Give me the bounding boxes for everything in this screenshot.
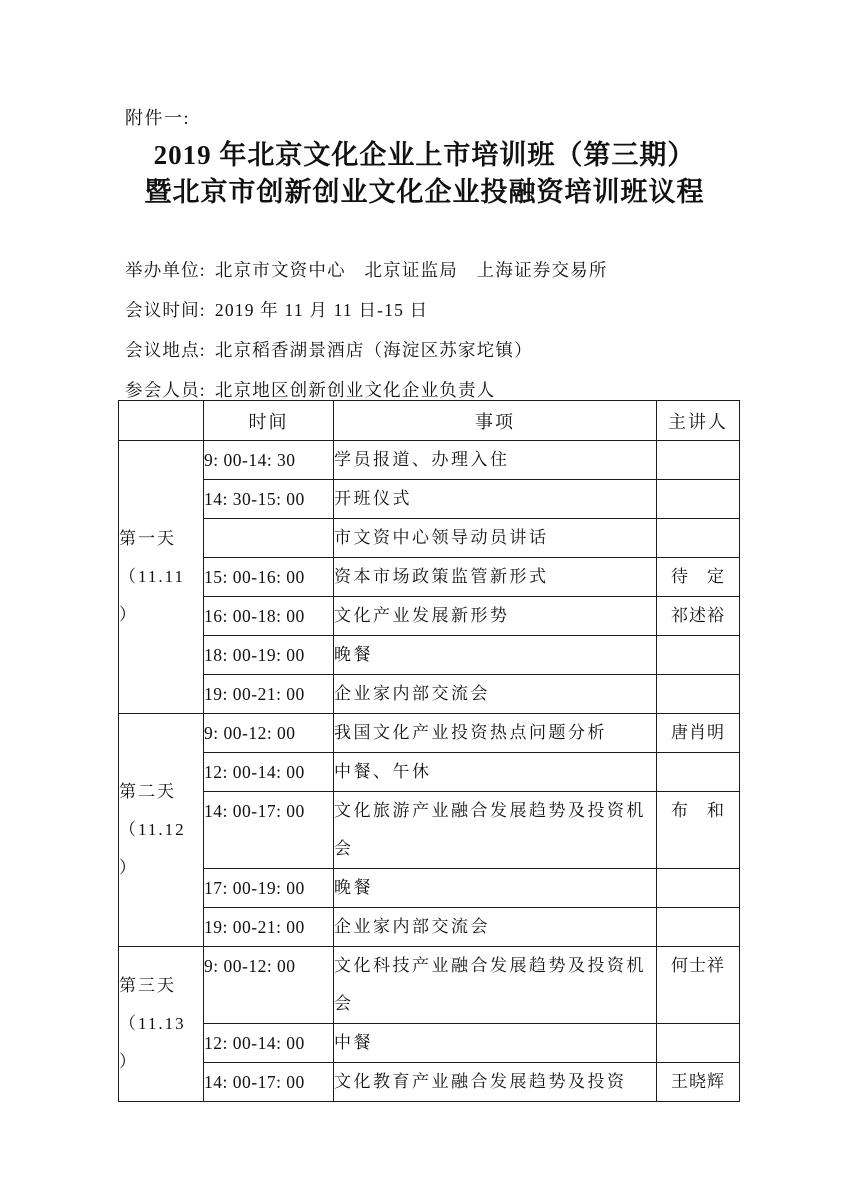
speaker-cell: 祁述裕	[657, 597, 740, 636]
speaker-cell	[657, 908, 740, 947]
time-cell: 14: 00-17: 00	[204, 792, 334, 869]
item-cell: 资本市场政策监管新形式	[334, 558, 657, 597]
meta-label: 参会人员:	[125, 380, 206, 400]
day-label-line: 第二天	[119, 782, 176, 801]
col-header-speaker: 主讲人	[657, 401, 740, 441]
day-label-line: （11.12	[119, 820, 186, 839]
col-header-time: 时间	[204, 401, 334, 441]
meta-value: 北京市文资中心 北京证监局 上海证券交易所	[214, 260, 608, 280]
speaker-cell	[657, 480, 740, 519]
speaker-cell: 王晓辉	[657, 1063, 740, 1102]
table-row	[119, 1024, 740, 1063]
time-cell: 12: 00-14: 00	[204, 1024, 334, 1063]
item-cell: 文化旅游产业融合发展趋势及投资机会	[334, 792, 657, 869]
item-cell: 我国文化产业投资热点问题分析	[334, 714, 657, 753]
meta-value: 北京稻香湖景酒店（海淀区苏家坨镇）	[214, 340, 533, 360]
item-cell: 文化科技产业融合发展趋势及投资机会	[334, 947, 657, 1024]
speaker-cell	[657, 753, 740, 792]
table-row	[119, 480, 740, 519]
day-cell-day1	[119, 441, 204, 714]
day-label-line: 第三天	[119, 976, 176, 995]
meta-label: 会议地点:	[125, 340, 206, 360]
table-row	[119, 597, 740, 636]
item-cell: 文化教育产业融合发展趋势及投资	[334, 1063, 657, 1102]
document-title	[0, 137, 849, 211]
time-cell: 18: 00-19: 00	[204, 636, 334, 675]
col-header-day	[119, 401, 204, 441]
time-cell	[204, 519, 334, 558]
table-row	[119, 753, 740, 792]
day-label-line: （11.13	[119, 1014, 186, 1033]
time-cell: 17: 00-19: 00	[204, 869, 334, 908]
table-row	[119, 441, 740, 480]
day-label-line: （11.11	[119, 567, 185, 586]
item-cell: 晚餐	[334, 869, 657, 908]
speaker-cell: 唐肖明	[657, 714, 740, 753]
day-label-line: ）	[119, 1052, 138, 1071]
col-header-item: 事项	[334, 401, 657, 441]
meta-label: 会议时间:	[125, 300, 206, 320]
speaker-cell	[657, 519, 740, 558]
schedule-table	[118, 400, 740, 1102]
day-cell-day2	[119, 714, 204, 947]
day-label-line: ）	[119, 605, 138, 624]
item-cell: 中餐、午休	[334, 753, 657, 792]
table-row	[119, 636, 740, 675]
table-header-row	[119, 401, 740, 441]
speaker-cell: 布 和	[657, 792, 740, 869]
time-cell: 14: 00-17: 00	[204, 1063, 334, 1102]
time-cell: 19: 00-21: 00	[204, 908, 334, 947]
meta-line-location	[125, 338, 608, 378]
item-cell: 晚餐	[334, 636, 657, 675]
table-row	[119, 947, 740, 1024]
time-cell: 16: 00-18: 00	[204, 597, 334, 636]
table-row	[119, 792, 740, 869]
time-cell: 14: 30-15: 00	[204, 480, 334, 519]
attachment-label: 附件一:	[125, 108, 191, 128]
day-label-line: ）	[119, 858, 138, 877]
time-cell: 9: 00-14: 30	[204, 441, 334, 480]
meta-section	[125, 258, 608, 418]
meta-line-organizer	[125, 258, 608, 298]
time-cell: 9: 00-12: 00	[204, 947, 334, 1024]
speaker-cell: 待 定	[657, 558, 740, 597]
day-label-line: 第一天	[119, 529, 176, 548]
table-row	[119, 1063, 740, 1102]
meta-line-time	[125, 298, 608, 338]
time-cell: 12: 00-14: 00	[204, 753, 334, 792]
time-cell: 19: 00-21: 00	[204, 675, 334, 714]
table-row	[119, 869, 740, 908]
speaker-cell	[657, 1024, 740, 1063]
day-cell-day3	[119, 947, 204, 1102]
item-cell: 企业家内部交流会	[334, 908, 657, 947]
speaker-cell: 何士祥	[657, 947, 740, 1024]
meta-value: 2019 年 11 月 11 日-15 日	[214, 300, 429, 320]
speaker-cell	[657, 636, 740, 675]
table-row	[119, 714, 740, 753]
table-row	[119, 519, 740, 558]
item-cell: 市文资中心领导动员讲话	[334, 519, 657, 558]
title-line-2: 暨北京市创新创业文化企业投融资培训班议程	[144, 177, 705, 207]
meta-value: 北京地区创新创业文化企业负责人	[214, 380, 496, 400]
speaker-cell	[657, 675, 740, 714]
speaker-cell	[657, 869, 740, 908]
item-cell: 开班仪式	[334, 480, 657, 519]
time-cell: 9: 00-12: 00	[204, 714, 334, 753]
time-cell: 15: 00-16: 00	[204, 558, 334, 597]
title-line-1: 2019 年北京文化企业上市培训班（第三期）	[153, 140, 696, 170]
item-cell: 中餐	[334, 1024, 657, 1063]
speaker-cell	[657, 441, 740, 480]
meta-label: 举办单位:	[125, 260, 206, 280]
item-cell: 企业家内部交流会	[334, 675, 657, 714]
item-cell: 文化产业发展新形势	[334, 597, 657, 636]
table-row	[119, 675, 740, 714]
table-row	[119, 908, 740, 947]
item-cell: 学员报道、办理入住	[334, 441, 657, 480]
table-row	[119, 558, 740, 597]
